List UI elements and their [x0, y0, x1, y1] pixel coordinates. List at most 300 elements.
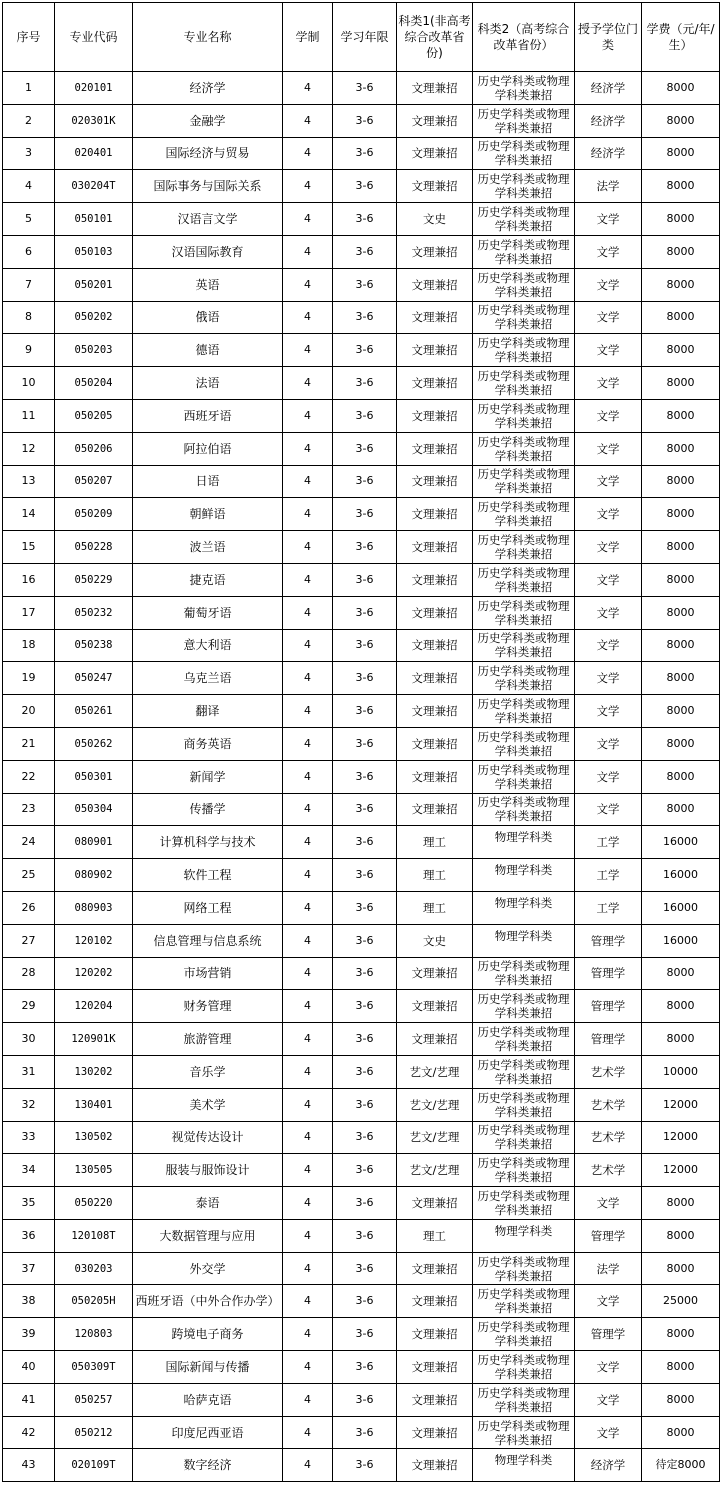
cell-cat1: 文理兼招	[397, 695, 473, 728]
table-row	[3, 793, 720, 826]
cell-cat1: 文理兼招	[397, 957, 473, 990]
cell-cat2: 历史学科类或物理学科类兼招	[473, 72, 575, 105]
cell-code: 130202	[55, 1055, 133, 1088]
cell-major-name: 国际新闻与传播	[133, 1351, 283, 1384]
cell-code: 050228	[55, 531, 133, 564]
cell-major-name: 传播学	[133, 793, 283, 826]
table-row	[3, 826, 720, 859]
cell-code: 130502	[55, 1121, 133, 1154]
cell-system: 4	[283, 924, 333, 957]
cell-cat1: 文理兼招	[397, 498, 473, 531]
cell-seq: 15	[3, 531, 55, 564]
cell-code: 050301	[55, 760, 133, 793]
cell-cat2: 物理学科类	[473, 891, 575, 924]
cell-cat1: 理工	[397, 1219, 473, 1252]
cell-seq: 1	[3, 72, 55, 105]
cell-years: 3-6	[333, 72, 397, 105]
cell-major-name: 英语	[133, 268, 283, 301]
cell-major-name: 法语	[133, 367, 283, 400]
cell-fee: 8000	[642, 72, 720, 105]
cell-major-name: 泰语	[133, 1187, 283, 1220]
cell-cat2: 历史学科类或物理学科类兼招	[473, 203, 575, 236]
cell-system: 4	[283, 1252, 333, 1285]
cell-system: 4	[283, 1285, 333, 1318]
cell-code: 130505	[55, 1154, 133, 1187]
cell-fee: 8000	[642, 1318, 720, 1351]
cell-degree: 文学	[575, 662, 642, 695]
cell-cat1: 理工	[397, 891, 473, 924]
cell-fee: 16000	[642, 826, 720, 859]
cell-cat1: 文理兼招	[397, 1383, 473, 1416]
cell-code: 030203	[55, 1252, 133, 1285]
cell-code: 120102	[55, 924, 133, 957]
cell-cat2: 历史学科类或物理学科类兼招	[473, 1252, 575, 1285]
cell-fee: 待定8000	[642, 1449, 720, 1482]
cell-system: 4	[283, 727, 333, 760]
cell-major-name: 财务管理	[133, 990, 283, 1023]
cell-seq: 23	[3, 793, 55, 826]
cell-degree: 文学	[575, 563, 642, 596]
cell-cat1: 文理兼招	[397, 629, 473, 662]
cell-system: 4	[283, 465, 333, 498]
cell-cat2: 历史学科类或物理学科类兼招	[473, 531, 575, 564]
cell-degree: 文学	[575, 531, 642, 564]
cell-cat1: 文理兼招	[397, 399, 473, 432]
cell-degree: 文学	[575, 1187, 642, 1220]
cell-fee: 8000	[642, 629, 720, 662]
header-code: 专业代码	[55, 3, 133, 72]
cell-years: 3-6	[333, 465, 397, 498]
cell-major-name: 市场营销	[133, 957, 283, 990]
cell-major-name: 美术学	[133, 1088, 283, 1121]
cell-system: 4	[283, 1351, 333, 1384]
cell-seq: 34	[3, 1154, 55, 1187]
cell-fee: 8000	[642, 137, 720, 170]
cell-system: 4	[283, 432, 333, 465]
cell-cat1: 文理兼招	[397, 170, 473, 203]
cell-cat1: 文理兼招	[397, 301, 473, 334]
cell-code: 050262	[55, 727, 133, 760]
cell-cat1: 理工	[397, 826, 473, 859]
cell-code: 080902	[55, 859, 133, 892]
cell-system: 4	[283, 662, 333, 695]
cell-seq: 12	[3, 432, 55, 465]
cell-years: 3-6	[333, 1121, 397, 1154]
cell-code: 130401	[55, 1088, 133, 1121]
cell-fee: 8000	[642, 793, 720, 826]
cell-system: 4	[283, 1383, 333, 1416]
cell-years: 3-6	[333, 596, 397, 629]
cell-degree: 文学	[575, 465, 642, 498]
table-row	[3, 104, 720, 137]
cell-seq: 5	[3, 203, 55, 236]
cell-major-name: 计算机科学与技术	[133, 826, 283, 859]
cell-code: 120901K	[55, 1023, 133, 1056]
cell-code: 020401	[55, 137, 133, 170]
cell-seq: 17	[3, 596, 55, 629]
table-row	[3, 563, 720, 596]
table-row	[3, 760, 720, 793]
cell-degree: 文学	[575, 1383, 642, 1416]
cell-fee: 8000	[642, 760, 720, 793]
cell-seq: 8	[3, 301, 55, 334]
cell-major-name: 跨境电子商务	[133, 1318, 283, 1351]
table-row	[3, 1055, 720, 1088]
cell-years: 3-6	[333, 432, 397, 465]
cell-cat1: 文理兼招	[397, 235, 473, 268]
cell-fee: 8000	[642, 727, 720, 760]
cell-system: 4	[283, 1055, 333, 1088]
cell-cat2: 物理学科类	[473, 1219, 575, 1252]
cell-cat2: 历史学科类或物理学科类兼招	[473, 760, 575, 793]
cell-degree: 法学	[575, 170, 642, 203]
cell-system: 4	[283, 170, 333, 203]
cell-degree: 文学	[575, 793, 642, 826]
cell-fee: 12000	[642, 1121, 720, 1154]
cell-degree: 文学	[575, 268, 642, 301]
table-row	[3, 662, 720, 695]
cell-fee: 16000	[642, 924, 720, 957]
cell-years: 3-6	[333, 1318, 397, 1351]
cell-cat2: 历史学科类或物理学科类兼招	[473, 1023, 575, 1056]
cell-years: 3-6	[333, 1055, 397, 1088]
cell-fee: 8000	[642, 367, 720, 400]
cell-seq: 9	[3, 334, 55, 367]
cell-seq: 27	[3, 924, 55, 957]
cell-years: 3-6	[333, 137, 397, 170]
table-row	[3, 170, 720, 203]
cell-seq: 28	[3, 957, 55, 990]
cell-major-name: 外交学	[133, 1252, 283, 1285]
cell-major-name: 日语	[133, 465, 283, 498]
cell-fee: 8000	[642, 1383, 720, 1416]
cell-major-name: 数字经济	[133, 1449, 283, 1482]
cell-code: 050201	[55, 268, 133, 301]
cell-major-name: 视觉传达设计	[133, 1121, 283, 1154]
table-row	[3, 727, 720, 760]
table-row	[3, 924, 720, 957]
cell-major-name: 音乐学	[133, 1055, 283, 1088]
header-cat2: 科类2（高考综合改革省份）	[473, 3, 575, 72]
cell-years: 3-6	[333, 859, 397, 892]
cell-degree: 法学	[575, 1252, 642, 1285]
cell-cat2: 历史学科类或物理学科类兼招	[473, 334, 575, 367]
cell-seq: 22	[3, 760, 55, 793]
table-row	[3, 1252, 720, 1285]
cell-cat2: 历史学科类或物理学科类兼招	[473, 301, 575, 334]
cell-system: 4	[283, 695, 333, 728]
table-row	[3, 235, 720, 268]
cell-code: 050202	[55, 301, 133, 334]
cell-code: 050238	[55, 629, 133, 662]
cell-cat2: 历史学科类或物理学科类兼招	[473, 1285, 575, 1318]
cell-system: 4	[283, 629, 333, 662]
cell-code: 050203	[55, 334, 133, 367]
cell-fee: 8000	[642, 990, 720, 1023]
cell-major-name: 波兰语	[133, 531, 283, 564]
cell-cat2: 历史学科类或物理学科类兼招	[473, 367, 575, 400]
cell-cat1: 文理兼招	[397, 1252, 473, 1285]
cell-code: 050209	[55, 498, 133, 531]
cell-major-name: 印度尼西亚语	[133, 1416, 283, 1449]
cell-system: 4	[283, 399, 333, 432]
cell-years: 3-6	[333, 1351, 397, 1384]
cell-cat1: 文理兼招	[397, 662, 473, 695]
cell-years: 3-6	[333, 399, 397, 432]
table-row	[3, 596, 720, 629]
cell-code: 020101	[55, 72, 133, 105]
cell-major-name: 信息管理与信息系统	[133, 924, 283, 957]
cell-system: 4	[283, 1023, 333, 1056]
cell-years: 3-6	[333, 891, 397, 924]
cell-cat2: 历史学科类或物理学科类兼招	[473, 1383, 575, 1416]
cell-system: 4	[283, 301, 333, 334]
cell-fee: 8000	[642, 1187, 720, 1220]
table-row	[3, 1318, 720, 1351]
table-row	[3, 367, 720, 400]
majors-table	[2, 2, 720, 1482]
cell-years: 3-6	[333, 629, 397, 662]
cell-cat2: 物理学科类	[473, 859, 575, 892]
cell-major-name: 汉语国际教育	[133, 235, 283, 268]
cell-major-name: 朝鲜语	[133, 498, 283, 531]
cell-code: 050205H	[55, 1285, 133, 1318]
cell-system: 4	[283, 1219, 333, 1252]
cell-fee: 8000	[642, 465, 720, 498]
cell-seq: 42	[3, 1416, 55, 1449]
cell-cat2: 历史学科类或物理学科类兼招	[473, 596, 575, 629]
cell-cat2: 历史学科类或物理学科类兼招	[473, 1055, 575, 1088]
table-row	[3, 1416, 720, 1449]
cell-seq: 10	[3, 367, 55, 400]
cell-fee: 8000	[642, 104, 720, 137]
cell-system: 4	[283, 235, 333, 268]
table-row	[3, 301, 720, 334]
table-row	[3, 334, 720, 367]
cell-degree: 文学	[575, 695, 642, 728]
cell-fee: 8000	[642, 563, 720, 596]
cell-system: 4	[283, 793, 333, 826]
cell-seq: 21	[3, 727, 55, 760]
cell-cat1: 文理兼招	[397, 727, 473, 760]
cell-cat1: 文理兼招	[397, 793, 473, 826]
cell-code: 050207	[55, 465, 133, 498]
cell-major-name: 服装与服饰设计	[133, 1154, 283, 1187]
cell-degree: 工学	[575, 891, 642, 924]
cell-years: 3-6	[333, 1449, 397, 1482]
cell-major-name: 金融学	[133, 104, 283, 137]
cell-degree: 管理学	[575, 1023, 642, 1056]
cell-code: 050261	[55, 695, 133, 728]
cell-degree: 文学	[575, 727, 642, 760]
cell-cat2: 历史学科类或物理学科类兼招	[473, 662, 575, 695]
cell-degree: 艺术学	[575, 1154, 642, 1187]
cell-code: 080903	[55, 891, 133, 924]
cell-degree: 经济学	[575, 1449, 642, 1482]
cell-fee: 8000	[642, 498, 720, 531]
cell-major-name: 意大利语	[133, 629, 283, 662]
cell-major-name: 商务英语	[133, 727, 283, 760]
cell-cat1: 文理兼招	[397, 1187, 473, 1220]
cell-degree: 文学	[575, 235, 642, 268]
cell-code: 050247	[55, 662, 133, 695]
cell-cat1: 文理兼招	[397, 268, 473, 301]
cell-cat2: 历史学科类或物理学科类兼招	[473, 1088, 575, 1121]
cell-years: 3-6	[333, 235, 397, 268]
cell-major-name: 西班牙语	[133, 399, 283, 432]
cell-major-name: 哈萨克语	[133, 1383, 283, 1416]
cell-system: 4	[283, 367, 333, 400]
header-system: 学制	[283, 3, 333, 72]
cell-degree: 工学	[575, 859, 642, 892]
cell-cat2: 历史学科类或物理学科类兼招	[473, 104, 575, 137]
header-name: 专业名称	[133, 3, 283, 72]
cell-system: 4	[283, 859, 333, 892]
cell-system: 4	[283, 268, 333, 301]
cell-degree: 文学	[575, 629, 642, 662]
cell-code: 030204T	[55, 170, 133, 203]
cell-cat2: 历史学科类或物理学科类兼招	[473, 1187, 575, 1220]
cell-years: 3-6	[333, 826, 397, 859]
cell-fee: 16000	[642, 859, 720, 892]
cell-degree: 文学	[575, 498, 642, 531]
cell-years: 3-6	[333, 563, 397, 596]
cell-code: 050304	[55, 793, 133, 826]
header-years: 学习年限	[333, 3, 397, 72]
table-row	[3, 1219, 720, 1252]
header-row	[3, 3, 720, 72]
cell-seq: 36	[3, 1219, 55, 1252]
table-row	[3, 629, 720, 662]
cell-degree: 文学	[575, 760, 642, 793]
cell-fee: 8000	[642, 1351, 720, 1384]
cell-major-name: 翻译	[133, 695, 283, 728]
cell-fee: 16000	[642, 891, 720, 924]
cell-major-name: 国际经济与贸易	[133, 137, 283, 170]
cell-seq: 13	[3, 465, 55, 498]
cell-seq: 32	[3, 1088, 55, 1121]
cell-years: 3-6	[333, 498, 397, 531]
cell-cat2: 历史学科类或物理学科类兼招	[473, 1318, 575, 1351]
cell-cat2: 历史学科类或物理学科类兼招	[473, 793, 575, 826]
table-row	[3, 72, 720, 105]
cell-cat1: 文理兼招	[397, 334, 473, 367]
cell-seq: 38	[3, 1285, 55, 1318]
cell-fee: 8000	[642, 1416, 720, 1449]
table-row	[3, 1088, 720, 1121]
cell-years: 3-6	[333, 170, 397, 203]
cell-code: 050204	[55, 367, 133, 400]
cell-years: 3-6	[333, 268, 397, 301]
cell-major-name: 乌克兰语	[133, 662, 283, 695]
table-row	[3, 1351, 720, 1384]
cell-cat1: 文理兼招	[397, 596, 473, 629]
table-row	[3, 1154, 720, 1187]
cell-major-name: 阿拉伯语	[133, 432, 283, 465]
cell-cat1: 理工	[397, 859, 473, 892]
table-row	[3, 432, 720, 465]
cell-years: 3-6	[333, 367, 397, 400]
cell-seq: 40	[3, 1351, 55, 1384]
table-row	[3, 203, 720, 236]
cell-system: 4	[283, 891, 333, 924]
table-row	[3, 695, 720, 728]
cell-code: 050232	[55, 596, 133, 629]
cell-major-name: 大数据管理与应用	[133, 1219, 283, 1252]
cell-cat1: 文理兼招	[397, 1285, 473, 1318]
cell-seq: 20	[3, 695, 55, 728]
cell-cat1: 文理兼招	[397, 563, 473, 596]
cell-degree: 艺术学	[575, 1121, 642, 1154]
cell-degree: 工学	[575, 826, 642, 859]
cell-years: 3-6	[333, 1219, 397, 1252]
cell-cat2: 历史学科类或物理学科类兼招	[473, 563, 575, 596]
cell-degree: 艺术学	[575, 1055, 642, 1088]
cell-years: 3-6	[333, 662, 397, 695]
cell-seq: 39	[3, 1318, 55, 1351]
cell-years: 3-6	[333, 531, 397, 564]
table-row	[3, 1023, 720, 1056]
table-row	[3, 957, 720, 990]
cell-cat1: 文理兼招	[397, 104, 473, 137]
cell-system: 4	[283, 990, 333, 1023]
header-cat1: 科类1(非高考综合改革省份)	[397, 3, 473, 72]
cell-degree: 经济学	[575, 72, 642, 105]
cell-system: 4	[283, 1416, 333, 1449]
cell-years: 3-6	[333, 924, 397, 957]
cell-major-name: 汉语言文学	[133, 203, 283, 236]
cell-degree: 管理学	[575, 1318, 642, 1351]
cell-seq: 25	[3, 859, 55, 892]
table-row	[3, 268, 720, 301]
cell-fee: 12000	[642, 1154, 720, 1187]
cell-fee: 25000	[642, 1285, 720, 1318]
cell-cat2: 历史学科类或物理学科类兼招	[473, 957, 575, 990]
cell-seq: 11	[3, 399, 55, 432]
cell-cat2: 历史学科类或物理学科类兼招	[473, 1416, 575, 1449]
cell-cat1: 艺文/艺理	[397, 1121, 473, 1154]
cell-years: 3-6	[333, 1416, 397, 1449]
cell-system: 4	[283, 104, 333, 137]
cell-degree: 管理学	[575, 990, 642, 1023]
cell-system: 4	[283, 1088, 333, 1121]
cell-cat1: 文理兼招	[397, 760, 473, 793]
cell-code: 050257	[55, 1383, 133, 1416]
cell-degree: 文学	[575, 301, 642, 334]
cell-years: 3-6	[333, 990, 397, 1023]
cell-degree: 文学	[575, 399, 642, 432]
cell-system: 4	[283, 498, 333, 531]
cell-fee: 8000	[642, 531, 720, 564]
cell-degree: 文学	[575, 1416, 642, 1449]
table-body	[3, 72, 720, 1482]
cell-cat2: 历史学科类或物理学科类兼招	[473, 432, 575, 465]
cell-cat2: 历史学科类或物理学科类兼招	[473, 990, 575, 1023]
cell-seq: 19	[3, 662, 55, 695]
cell-code: 050309T	[55, 1351, 133, 1384]
cell-years: 3-6	[333, 793, 397, 826]
cell-degree: 文学	[575, 203, 642, 236]
cell-cat2: 历史学科类或物理学科类兼招	[473, 629, 575, 662]
cell-years: 3-6	[333, 695, 397, 728]
cell-degree: 经济学	[575, 137, 642, 170]
table-row	[3, 1383, 720, 1416]
cell-code: 050220	[55, 1187, 133, 1220]
cell-seq: 6	[3, 235, 55, 268]
cell-fee: 8000	[642, 235, 720, 268]
cell-seq: 29	[3, 990, 55, 1023]
table-row	[3, 137, 720, 170]
